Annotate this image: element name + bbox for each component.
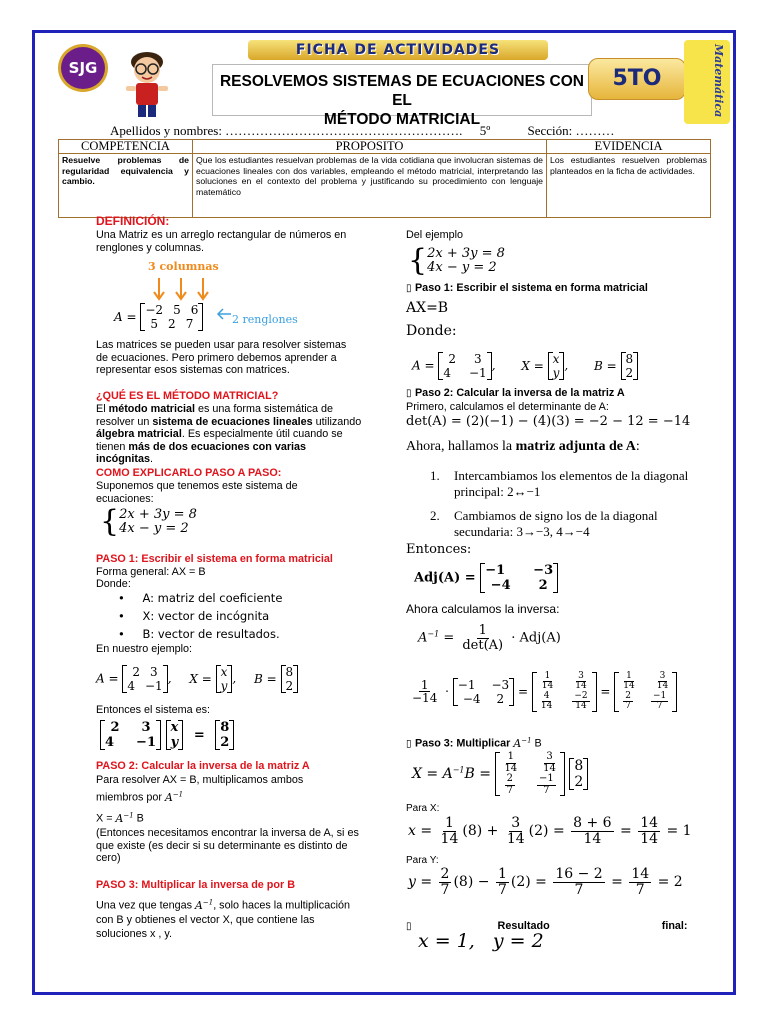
step3-text: Una vez que tengas $A^{-1}$, solo haces la multiplicación con B y obtienes el vector X, que contiene las soluciones x , y. <box>96 898 351 940</box>
down-arrows-icon <box>150 276 212 302</box>
table-header: EVIDENCIA <box>547 140 711 154</box>
para-y-label: Para Y: <box>406 855 439 866</box>
system-label: Entonces el sistema es: <box>96 704 211 716</box>
adj-step: 2. Cambiamos de signo los de la diagonal secundaria: 3→−3, 4→−4 <box>430 508 658 539</box>
adjugate-matrix: Adj(A) = −1 −3 −4 2 <box>414 563 558 593</box>
what-is-title: ¿QUÉ ES EL MÉTODO MATRICIAL? <box>96 390 279 402</box>
grade-field: 5º <box>479 123 491 138</box>
right-step2: ▯ Paso 2: Calcular la inversa de la matriz A <box>406 387 625 399</box>
columns-label: 3 columnas <box>148 260 219 273</box>
equation-system-right: { 2x + 3y = 8 4x − y = 2 <box>408 243 505 278</box>
rows-label: 2 renglones <box>232 313 298 326</box>
example-label: En nuestro ejemplo: <box>96 643 193 655</box>
equation-system: { 2x + 3y = 8 4x − y = 2 <box>100 504 197 539</box>
x-equals: $X = A^{-1}$ B <box>96 811 144 825</box>
matrix-system: 2 3 4 −1 x y = 8 2 <box>100 720 234 750</box>
bullet-item: • X: vector de incógnita <box>118 609 270 623</box>
step1-title: PASO 1: Escribir el sistema en forma matricial <box>96 553 333 565</box>
proposito-cell: Que los estudiantes resuelvan problemas de la vida cotidiana que involucran sistemas de ecuaciones lineales con dos variables, empleando el método matricial, interpretando las soluciones en el contexto del problema y justificando su procedimiento con lenguaje matemático <box>193 154 547 218</box>
left-arrow-icon <box>216 308 232 320</box>
bullet-item: • B: vector de resultados. <box>118 627 280 641</box>
para-x-label: Para X: <box>406 803 440 814</box>
final-result: x = 1, y = 2 <box>418 930 544 952</box>
activity-banner: FICHA DE ACTIVIDADES <box>248 40 548 60</box>
result-line: ▯ Resultado final: <box>406 920 688 932</box>
x-multiplication: $X = A^{-1}B$ = $\frac{1}{14}$ $\frac{3}{14}$ $\frac{2}{7}$ $\frac{-1}{7}$ 8 2 <box>412 752 588 796</box>
det-formula: det(A) = (2)(−1) − (4)(3) = −2 − 12 = −14 <box>406 414 691 429</box>
competencia-cell: Resuelve problemas de regularidad equivalencia y cambio. <box>59 154 193 218</box>
evidencia-cell: Los estudiantes resuelven problemas planteados en la ficha de actividades. <box>547 154 711 218</box>
table-header: PROPOSITO <box>193 140 547 154</box>
definition-title: DEFINICIÓN: <box>96 214 170 228</box>
student-info-line <box>110 123 614 139</box>
inverse-computation: $\frac{1}{-14}$ · −1 −3 −4 2 = $\frac{1}{14}$ $\frac{3}{14}$ $\frac{4}{14}$ $\frac{-2}{14}$ = $\frac{1}{14}$ $\frac{3}{14}$ $\frac{2}{7}$ $\frac{-1}{7}$ <box>408 672 677 712</box>
competency-table <box>58 139 711 218</box>
inverse-label: Ahora calculamos la inversa: <box>406 602 560 616</box>
school-logo: SJG <box>58 44 108 92</box>
x-solution: x = $\frac{1}{14}$ (8) + $\frac{3}{14}$ (2) = $\frac{8 + 6}{14}$ = $\frac{14}{14}$ = 1 <box>408 815 692 847</box>
section-field: Sección: ……… <box>527 123 615 138</box>
matrices-use-text: Las matrices se pueden usar para resolver sistemas de ecuaciones. Pero primero debemos aprender a representar esos sistemas con matrices. <box>96 339 347 377</box>
how-title: COMO EXPLICARLO PASO A PASO: <box>96 467 282 479</box>
entonces-label: Entonces: <box>406 542 472 557</box>
step3-title: PASO 3: Multiplicar la inversa de por B <box>96 879 295 891</box>
adj-intro: Ahora, hallamos la matriz adjunta de A: <box>406 439 640 454</box>
example-matrix: A = −2 5 6 5 2 7 <box>114 303 203 331</box>
bullet-item: • A: matriz del coeficiente <box>118 591 283 605</box>
worksheet-title: RESOLVEMOS SISTEMAS DE ECUACIONES CON EL MÉTODO MATRICIAL <box>212 64 592 116</box>
general-form: Forma general: AX = B <box>96 566 206 578</box>
where-label: Donde: <box>96 578 131 590</box>
step2-note: (Entonces necesitamos encontrar la inversa de A, si es que existe (es decir si su determinante es distinto de cero) <box>96 827 359 865</box>
right-step3: ▯ Paso 3: Multiplicar $A^{-1}$ B <box>406 736 542 750</box>
adj-step: 1. Intercambiamos los elementos de la diagonal principal: 2↔−1 <box>430 468 689 499</box>
right-step1: ▯ Paso 1: Escribir el sistema en forma matricial <box>406 282 648 294</box>
student-cartoon-icon <box>112 42 182 122</box>
what-is-text: El método matricial es una forma sistemática de resolver un sistema de ecuaciones lineales utilizando álgebra matricial. Es especialmente útil cuando se tienen más de dos ecuaciones con varias incógnitas. <box>96 403 362 466</box>
step2-text: Para resolver AX = B, multiplicamos ambos miembros por $A^{-1}$ <box>96 774 304 804</box>
grade-badge: 5TO <box>588 58 686 100</box>
donde-label: Donde: <box>406 323 457 339</box>
table-header: COMPETENCIA <box>59 140 193 154</box>
how-text: Suponemos que tenemos este sistema de ecuaciones: <box>96 480 298 505</box>
axb: AX=B <box>406 300 449 316</box>
det-label: Primero, calculamos el determinante de A: <box>406 401 609 413</box>
inverse-formula: $A^{-1}$ = $\frac{1}{\det(A)}$ · Adj(A) <box>418 623 561 653</box>
example-label-right: Del ejemplo <box>406 229 464 241</box>
definition-text: Una Matriz es un arreglo rectangular de números en renglones y columnas. <box>96 229 347 254</box>
step2-title: PASO 2: Calcular la inversa de la matriz A <box>96 760 310 772</box>
abx-matrices-right: A = 2 3 4 −1 , X = x y , B = 8 2 <box>412 352 638 380</box>
abx-matrices: A = 2 3 4 −1 , X = x y , B = 8 2 <box>96 665 298 693</box>
subject-tab: Matemática <box>684 40 730 124</box>
names-field: Apellidos y nombres: ………………………………………………. <box>110 123 463 138</box>
y-solution: y = $\frac{2}{7}$ (8) − $\frac{1}{7}$ (2) = $\frac{16 - 2}{7}$ = $\frac{14}{7}$ = 2 <box>408 866 683 898</box>
